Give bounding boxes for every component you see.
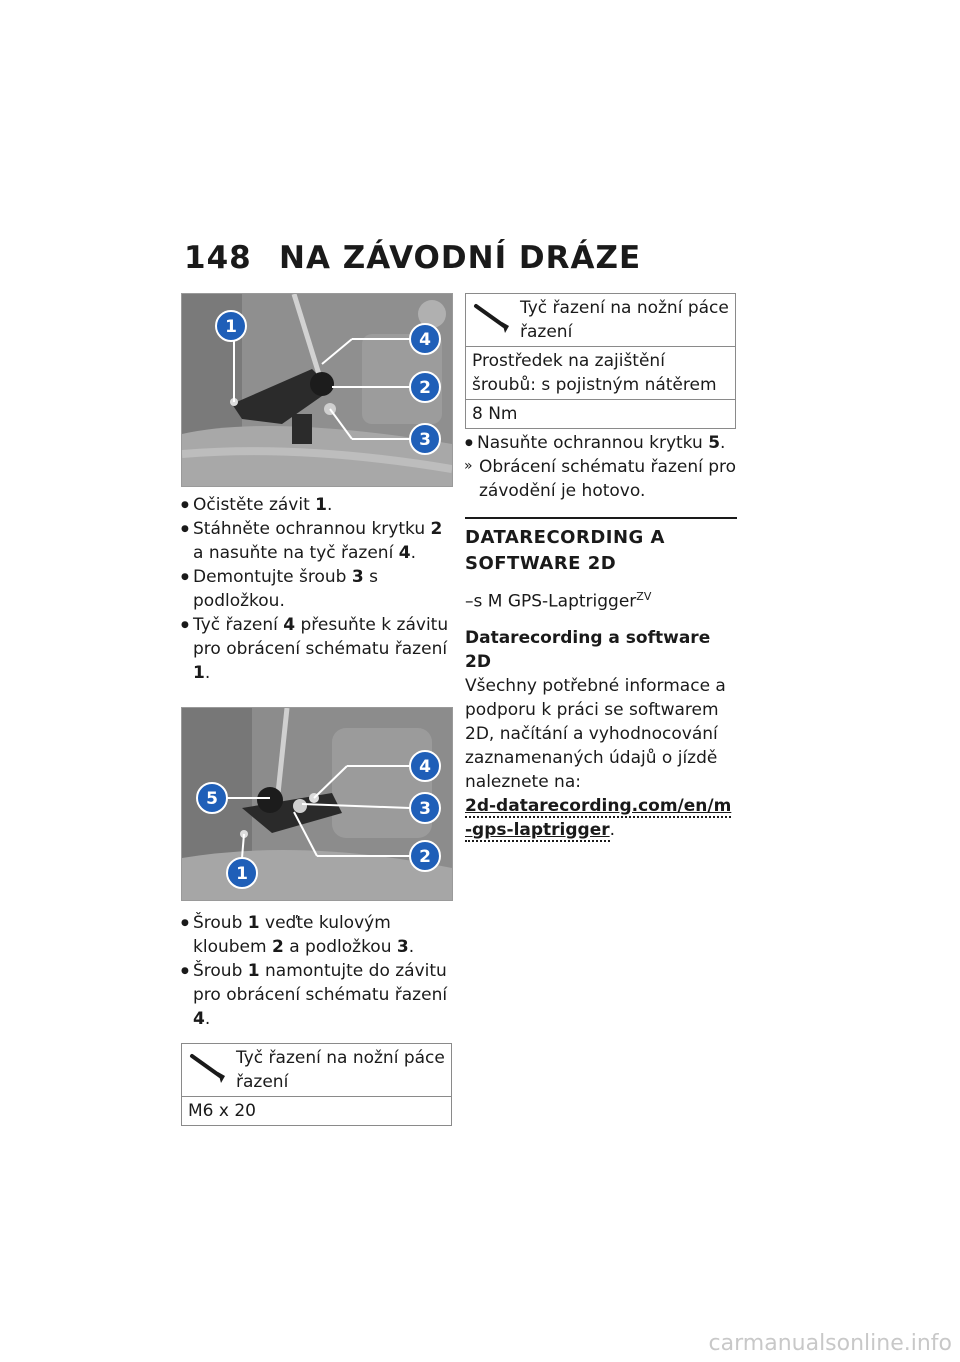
section-body: Všechny potřebné informace a podporu k práci se softwarem 2D, načítání a vyhodnocování zaznamenaných údajů o jízdě naleznete na: 2d-datarecording.com/en/m-gps-laptrigger. bbox=[465, 675, 732, 840]
svg-text:3: 3 bbox=[419, 799, 431, 819]
steps-list-1 bbox=[181, 493, 453, 685]
callout-1 bbox=[227, 858, 257, 888]
page-title: NA ZÁVODNÍ DRÁZE bbox=[279, 240, 642, 276]
list-item: ● Stáhněte ochrannou krytku 2 a nasuňte na tyč řazení 4. bbox=[181, 517, 453, 565]
list-item: ● Demontujte šroub 3 s podložkou. bbox=[181, 565, 453, 613]
callout-2 bbox=[410, 372, 440, 402]
figure-shift-lever-2 bbox=[181, 707, 453, 901]
spec-value-cell: M6 x 20 bbox=[182, 1097, 452, 1126]
svg-text:3: 3 bbox=[419, 430, 431, 450]
right-column bbox=[465, 293, 737, 842]
list-item: ● Nasuňte ochrannou krytku 5. bbox=[465, 431, 737, 455]
svg-text:2: 2 bbox=[419, 378, 431, 398]
callout-3 bbox=[410, 424, 440, 454]
wrench-icon bbox=[472, 296, 512, 336]
torque-spec-table-1 bbox=[181, 1043, 452, 1126]
callout-4 bbox=[410, 751, 440, 781]
wrench-icon bbox=[188, 1046, 228, 1086]
watermark: carmanualsonline.info bbox=[708, 1331, 952, 1356]
callout-1 bbox=[216, 311, 246, 341]
steps-list-2 bbox=[181, 911, 453, 1031]
result-item: » Obrácení schématu řazení pro závodění je hotovo. bbox=[465, 455, 737, 503]
section-heading: DATARECORDING A SOFTWARE 2D bbox=[465, 517, 737, 577]
page-number: 148 bbox=[184, 240, 252, 276]
equipment-line: –s M GPS-Laptrigger$^{ZV}$ bbox=[465, 590, 652, 612]
torque-spec-table-2 bbox=[465, 293, 736, 429]
spec-value-cell: 8 Nm bbox=[466, 400, 736, 429]
callout-2 bbox=[410, 841, 440, 871]
svg-text:1: 1 bbox=[236, 864, 248, 884]
subheading: Datarecording a software 2D bbox=[465, 627, 711, 672]
figure-1-illustration bbox=[182, 294, 452, 486]
list-item: ● Šroub 1 namontujte do závitu pro obrácení schématu řazení 4. bbox=[181, 959, 453, 1031]
figure-shift-lever-1 bbox=[181, 293, 453, 487]
svg-text:5: 5 bbox=[206, 789, 218, 809]
spec-title-cell: Tyč řazení na nožní páce řazení bbox=[182, 1044, 452, 1097]
list-item: ● Očistěte závit 1. bbox=[181, 493, 453, 517]
callout-5 bbox=[197, 783, 227, 813]
list-item: ● Šroub 1 veďte kulovým kloubem 2 a podložkou 3. bbox=[181, 911, 453, 959]
svg-text:4: 4 bbox=[419, 757, 431, 777]
svg-text:1: 1 bbox=[225, 317, 237, 337]
datarecording-link[interactable]: 2d-datarecording.com/en/m-gps-laptrigger bbox=[465, 795, 732, 840]
steps-list-3 bbox=[465, 431, 737, 503]
svg-text:4: 4 bbox=[419, 330, 431, 350]
left-column bbox=[181, 293, 453, 1126]
svg-text:2: 2 bbox=[419, 847, 431, 867]
list-item: ● Tyč řazení 4 přesuňte k závitu pro obrácení schématu řazení 1. bbox=[181, 613, 453, 685]
spec-title-cell: Tyč řazení na nožní páce řazení bbox=[466, 294, 736, 347]
spec-note-cell: Prostředek na zajištění šroubů: s pojistným nátěrem bbox=[466, 347, 736, 400]
callout-4 bbox=[410, 324, 440, 354]
figure-2-illustration bbox=[182, 708, 452, 900]
callout-3 bbox=[410, 793, 440, 823]
page-header bbox=[184, 240, 641, 276]
